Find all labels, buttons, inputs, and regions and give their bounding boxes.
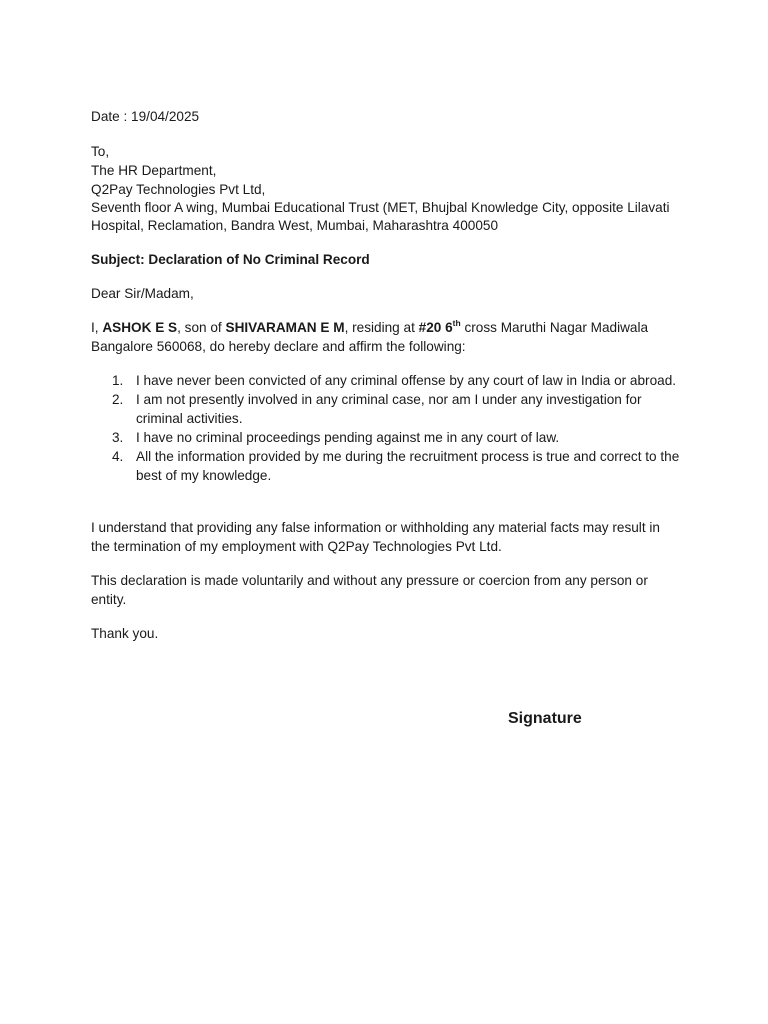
understanding-line2: the termination of my employment with Q2Pay Technologies Pvt Ltd.	[91, 539, 502, 554]
intro-line1	[91, 318, 648, 337]
list-item	[91, 428, 681, 447]
list-item-text: All the information provided by me during the recruitment process is true and correct to the best of my knowledge.	[136, 449, 680, 483]
list-item-number: 3.	[112, 430, 124, 445]
father-name: SHIVARAMAN E M	[225, 320, 345, 335]
list-item-number: 2.	[112, 392, 124, 407]
list-item-text: I have never been convicted of any criminal offense by any court of law in India or abroad.	[136, 373, 677, 388]
voluntary-line2: entity.	[91, 592, 127, 607]
declaration-list	[91, 371, 681, 485]
signature-label: Signature	[508, 710, 582, 727]
recipient-address-line1: Seventh floor A wing, Mumbai Educational Trust (MET, Bhujbal Knowledge City, opposite Lilavati	[91, 200, 670, 215]
residing-text: , residing at	[344, 320, 419, 335]
son-of-text: , son of	[177, 320, 226, 335]
to-label: To,	[91, 144, 110, 159]
list-item-number: 1.	[112, 373, 124, 388]
letter-subject: Subject: Declaration of No Criminal Record	[91, 252, 370, 267]
list-item-number: 4.	[112, 449, 124, 464]
house-number: #20 6	[418, 320, 453, 335]
list-item	[91, 371, 681, 390]
declarant-name: ASHOK E S	[102, 320, 178, 335]
ordinal-suffix: th	[452, 318, 461, 328]
intro-prefix: I,	[91, 320, 103, 335]
recipient-address-line2: Hospital, Reclamation, Bandra West, Mumbai, Maharashtra 400050	[91, 218, 499, 233]
list-item-text: I have no criminal proceedings pending against me in any court of law.	[136, 430, 560, 445]
salutation: Dear Sir/Madam,	[91, 286, 194, 301]
recipient-department: The HR Department,	[91, 163, 217, 178]
recipient-company: Q2Pay Technologies Pvt Ltd,	[91, 182, 266, 197]
intro-line2: Bangalore 560068, do hereby declare and affirm the following:	[91, 339, 466, 354]
address-rest: cross Maruthi Nagar Madiwala	[460, 320, 649, 335]
letter-date: Date : 19/04/2025	[91, 109, 200, 124]
list-item	[91, 447, 681, 485]
list-item	[91, 390, 681, 428]
voluntary-line1: This declaration is made voluntarily and without any pressure or coercion from any person or	[91, 573, 648, 588]
list-item-text: I am not presently involved in any criminal case, nor am I under any investigation for criminal activities.	[136, 392, 642, 426]
closing: Thank you.	[91, 626, 159, 641]
understanding-line1: I understand that providing any false information or withholding any material facts may result in	[91, 520, 660, 535]
